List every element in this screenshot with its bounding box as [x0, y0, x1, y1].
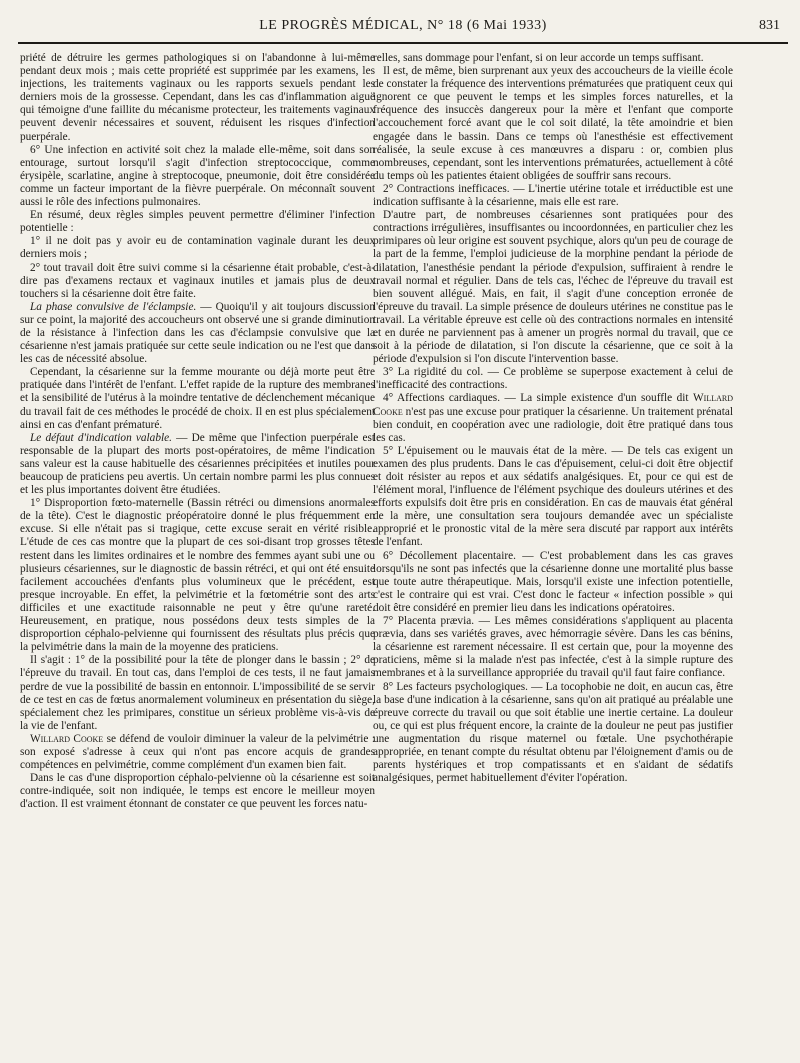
section-title: Le défaut d'indication valable.	[30, 431, 172, 444]
paragraph: Il est, de même, bien surprenant aux yeux des accoucheurs de la vieille école de constater la fréquence des interventions prématurées que pratiquent ceux qui ignorent ce que peuvent le temps et les simples forces naturelles, et la fréquence des insuccès dangereux pour la mère et l'enfant que comporte l'accouchement forcé avant que le col soit dilaté, la tête amoindrie et bien engagée dans le bassin. Dans ce temps où l'anesthésie est effectivement réalisée, la seule excuse à ces manœuvres a disparu : or, combien plus nombreuses, cependant, sont les interventions prématurées, actuellement à côté du temps où les patientes étaient obligées de souffrir sans recours.	[373, 65, 733, 182]
paragraph: 2° tout travail doit être suivi comme si la césarienne était probable, c'est-à-dire pas d'examens rectaux et vaginaux inutiles et jamais plus de deux touchers si la césarienne doit être faite.	[20, 261, 375, 300]
paragraph: 1° il ne doit pas y avoir eu de contamination vaginale durant les deux derniers mois ;	[20, 235, 375, 261]
page-header	[18, 14, 788, 44]
author-name: Willard Cooke	[30, 732, 104, 745]
paragraph	[20, 301, 375, 366]
paragraph: Dans le cas d'une disproportion céphalo-pelvienne où la césarienne est soit contre-indiquée, soit non indiquée, le temps est encore le meilleur moyen d'action. Il est vraiment étonnant de constater ce que peuvent les forces natu-	[20, 772, 375, 811]
section-title: La phase convulsive de l'éclampsie.	[30, 300, 197, 313]
paragraph: D'autre part, de nombreuses césariennes sont pratiquées pour des contractions irrégulières, insuffisantes ou incoordonnées, en particulier chez les primipares où leur origine est souvent psychique, alors qu'un peu de courage de la part de la femme, l'emploi judicieuse de la morphine pendant la période de dilatation, l'anesthésie pendant la période d'expulsion, suffiraient à rendre le travail normal et régulier. Dans de tels cas, l'échec de l'épreuve du travail est bien souvent allégué. Mais, en fait, il s'agit d'une conception erronée de l'épreuve du travail. La simple présence de douleurs utérines ne constitue pas le travail. La véritable épreuve est celle où des contractions normales en intensité et en durée ne parviennent pas à amener un progrès normal du travail, que ce soit à la période de dilatation, si l'on discute la césarienne, que ce soit à la période d'expulsion si l'on discute l'intervention basse.	[373, 209, 733, 366]
paragraph-text: n'est pas une excuse pour pratiquer la césarienne. Un traitement prénatal bien conduit, en coopération avec une radiologie, doit être pratiqué dans tous les cas.	[373, 405, 733, 444]
paragraph: 3° La rigidité du col. — Ce problème se superpose exactement à celui de l'inefficacité des contractions.	[373, 366, 733, 392]
paragraph-text: — De même que l'infection puerpérale est responsable de la plupart des morts post-opératoires, de même l'indication sans valeur est la cause habituelle des césariennes précipitées et inutiles pour beaucoup de praticiens peu avertis. Un certain nombre parmi les plus connues et les plus importantes doivent être étudiées.	[20, 431, 375, 497]
paragraph	[20, 432, 375, 497]
left-column	[20, 52, 375, 1057]
page-number: 831	[759, 18, 780, 33]
paragraph-text: — Quoiqu'il y ait toujours discussion sur ce point, la majorité des accoucheurs ont observé une si grande diminution de la résistance à l'infection dans les cas d'éclampsie convulsive que la césarienne n'est jamais pratiquée sur cette seule indication ou ne l'est que dans les cas de nécessité absolue.	[20, 300, 375, 366]
paragraph	[20, 733, 375, 772]
paragraph: 5° L'épuisement ou le mauvais état de la mère. — De tels cas exigent un examen des plus prudents. Dans le cas d'épuisement, celui-ci doit être objectif et doit résister au repos et aux sédatifs analgésiques. Et, pour ce qui est de l'élément moral, l'influence de l'élément psychique des douleurs utérines et des efforts expulsifs doit être pris en considération. En cas de mauvais état général de la mère, une consultation sera toujours demandée avec un spécialiste approprié et le pronostic vital de la mère sera discuté par rapport aux intérêts de l'enfant.	[373, 444, 733, 549]
paragraph: 1° Disproportion fœto-maternelle (Bassin rétréci ou dimensions anormales de la tête). C'est le diagnostic préopératoire donné le plus fréquemment en excuse. Si elle n'était pas si tragique, cette excuse serait en vérité risible. L'étude de ces cas montre que la plupart de ces soi-disant trop grosses têtes restent dans les limites ordinaires et le nombre des femmes ayant subi une ou plusieurs césariennes, sur le diagnostic de bassin rétréci, et qui ont été ensuite facilement accouchées d'enfants plus volumineux que le précédent, est presque incroyable. En effet, la pelvimétrie et la fœtométrie sont des arts difficiles et une exactitude raisonnable ne peut y être qu'une rareté. Heureusement, en pratique, nous possédons deux tests simples de la disproportion céphalo-pelvienne qui fournissent des résultats plus précis que la pelvimétrie dans la main de la moyenne des praticiens.	[20, 497, 375, 654]
paragraph: 8° Les facteurs psychologiques. — La tocophobie ne doit, en aucun cas, être la base d'une indication à la césarienne, sans qu'on ait pratiqué au préalable une épreuve correcte du travail ou que soit établie une inertie certaine. La douleur ou, ce qui est plus fréquent encore, la crainte de la douleur ne peut pas justifier une augmentation du risque maternel ou fœtale. Une psychothérapie appropriée, en tenant compte du résultat obtenu par l'éloignement d'amis ou de parents hystériques et trop compatissants et en s'aidant de sédatifs analgésiques, permet habituellement d'éviter l'opération.	[373, 680, 733, 785]
author-name: Willard Cooke	[373, 392, 733, 418]
paragraph-text: se défend de vouloir diminuer la valeur de la pelvimétrie : son exposé s'adresse à ceux qui n'ont pas encore acquis de grandes compétences en pelvimétrie, comme complément d'un examen bien fait.	[20, 732, 375, 772]
journal-title: LE PROGRÈS MÉDICAL, N° 18 (6 Mai 1933)	[259, 18, 547, 33]
paragraph: Cependant, la césarienne sur la femme mourante ou déjà morte peut être pratiquée dans l'intérêt de l'enfant. L'effet rapide de la rupture des membranes et la sensibilité de l'utérus à la moindre tentative de déclenchement mécanique du travail fait de ces méthodes le procédé de choix. Il en est plus spécialement ainsi en cas d'enfant prématuré.	[20, 366, 375, 431]
right-column	[373, 52, 733, 1057]
paragraph: En résumé, deux règles simples peuvent permettre d'éliminer l'infection potentielle :	[20, 209, 375, 235]
paragraph: 6° Une infection en activité soit chez la malade elle-même, soit dans son entourage, surtout lorsqu'il s'agit d'infection streptococcique, comme érysipèle, scarlatine, angine à streptocoque, pneumonie, doit être considérée comme un facteur important de la fièvre puerpérale. On méconnaît souvent aussi le rôle des infections pulmonaires.	[20, 143, 375, 209]
paragraph: priété de détruire les germes pathologiques si on l'abandonne à lui-même pendant deux mois ; mais cette propriété est supprimée par les examens, les injections, les traitements vaginaux ou les rapports sexuels pendant les derniers mois de la grossesse. Cependant, dans les cas d'inflammation aiguë qui témoigne d'une faillite du mécanisme protecteur, les traitements vaginaux peuvent devenir nécessaires et souvent, réduisent les risques d'infection puerpérale.	[20, 52, 375, 143]
paragraph: 7° Placenta prævia. — Les mêmes considérations s'appliquent au placenta prævia, dans ses variétés graves, avec hémorragie sévère. Dans les cas bénins, la césarienne est rarement nécessaire. Il est certain que, pour la moyenne des praticiens, même si la malade n'est pas infectée, c'est à la simple rupture des membranes et à la surveillance appropriée du travail qu'il faut faire confiance.	[373, 615, 733, 680]
paragraph: Il s'agit : 1° de la possibilité pour la tête de plonger dans le bassin ; 2° de l'épreuve du travail. En tout cas, dans l'emploi de ces tests, il ne faut jamais perdre de vue la possibilité de bassin en entonnoir. L'impossibilité de se servir de ce test en cas de fœtus anormalement volumineux en présentation du siège, spécialement chez les primipares, constitue un sérieux problème vis-à-vis de la vie de l'enfant.	[20, 654, 375, 732]
paragraph-text: 4° Affections cardiaques. — La simple existence d'un souffle dit	[383, 392, 693, 405]
paragraph	[373, 392, 733, 444]
paragraph: 6° Décollement placentaire. — C'est probablement dans les cas graves lorsqu'ils ne sont pas infectés que la césarienne donne une mortalité plus basse que toute autre thérapeutique. Mais, lorsqu'il existe une infection potentielle, c'est le contraire qui est vrai. C'est donc le facteur « infection possible » qui doit être considéré en premier lieu dans les indications opératoires.	[373, 549, 733, 614]
paragraph: relles, sans dommage pour l'enfant, si on leur accorde un temps suffisant.	[373, 52, 704, 64]
paragraph: 2° Contractions inefficaces. — L'inertie utérine totale et irréductible est une indication suffisante à la césarienne, mais elle est rare.	[373, 182, 733, 209]
